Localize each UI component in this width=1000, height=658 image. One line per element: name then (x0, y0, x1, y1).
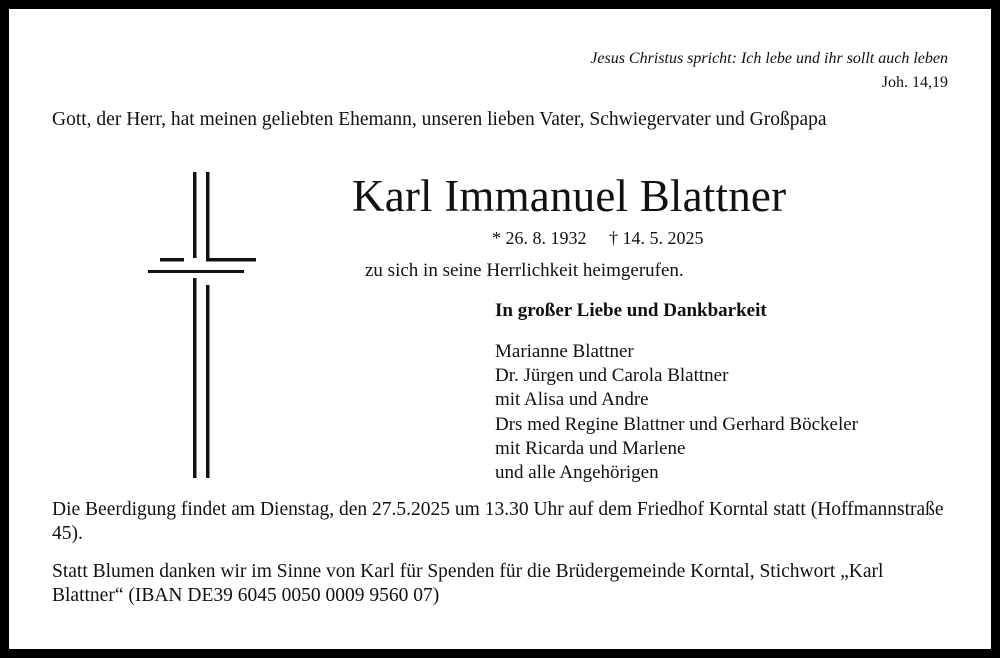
life-dates (492, 228, 722, 249)
bible-quote: Jesus Christus spricht: Ich lebe und ihr sollt auch leben (590, 50, 948, 67)
donation-info: Statt Blumen danken wir im Sinne von Karl für Spenden für die Brüdergemeinde Korntal, Stichwort „Karl Blattner“ (IBAN DE39 6045 0050 0009 9560 07) (52, 561, 884, 606)
funeral-info: Die Beerdigung findet am Dienstag, den 27.5.2025 um 13.30 Uhr auf dem Friedhof Korntal statt (Hoffmannstraße 45). (52, 499, 944, 544)
mourners-list (495, 340, 858, 485)
thanks-heading: In großer Liebe und Dankbarkeit (495, 300, 767, 321)
mourner-line: Dr. Jürgen und Carola Blattner (495, 365, 729, 387)
mourner-line: und alle Angehörigen (495, 462, 659, 484)
mourner-line: Marianne Blattner (495, 341, 634, 362)
mourner-line: mit Alisa und Andre (495, 389, 649, 411)
cross-icon (140, 170, 260, 485)
death-date: † 14. 5. 2025 (609, 228, 704, 248)
birth-date: * 26. 8. 1932 (492, 228, 587, 248)
deceased-name: Karl Immanuel Blattner (352, 171, 787, 221)
bible-reference: Joh. 14,19 (881, 74, 948, 91)
mourner-line: mit Ricarda und Marlene (495, 437, 686, 459)
homecall-text: zu sich in seine Herrlichkeit heimgerufen. (365, 260, 684, 281)
intro-text: Gott, der Herr, hat meinen geliebten Ehemann, unseren lieben Vater, Schwiegervater und Großpapa (52, 109, 827, 130)
mourner-line: Drs med Regine Blattner und Gerhard Böckeler (495, 413, 858, 435)
